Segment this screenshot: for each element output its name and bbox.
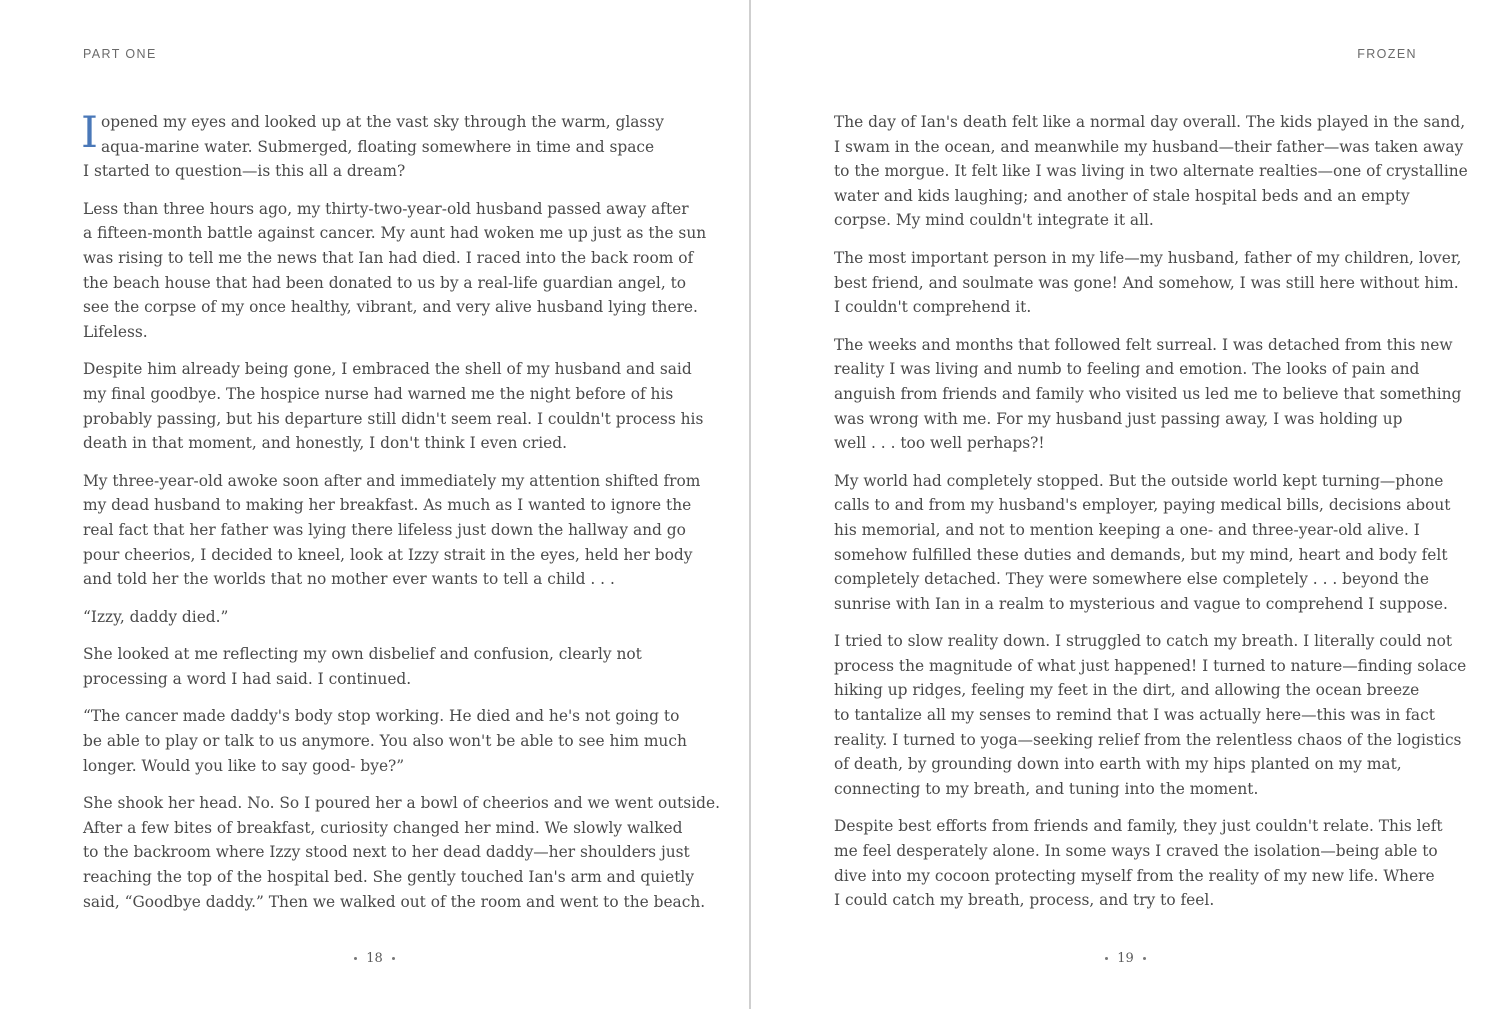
paragraph: [83, 357, 704, 455]
text-line: reality I was living and numb to feeling and emotion. The looks of pain and: [834, 360, 1420, 379]
folio-dot: [392, 957, 395, 960]
text-line: anguish from friends and family who visited us led me to believe that something: [834, 384, 1462, 403]
text-line: probably passing, but his departure still didn't seem real. I couldn't process his: [83, 409, 704, 428]
text-line: Despite best efforts from friends and family, they just couldn't relate. This left: [834, 817, 1443, 836]
text-line: water and kids laughing; and another of stale hospital beds and an empty: [834, 186, 1410, 205]
paragraph: [83, 197, 707, 345]
text-line: to tantalize all my senses to remind that I was actually here—this was in fact: [834, 706, 1435, 725]
text-line: see the corpse of my once healthy, vibrant, and very alive husband lying there.: [83, 298, 698, 317]
text-line: the beach house that had been donated to us by a real-life guardian angel, to: [83, 273, 687, 292]
running-head-left: PART ONE: [83, 47, 157, 61]
page-number-right-value: 19: [1117, 951, 1134, 966]
folio-dot: [1143, 957, 1146, 960]
text-line: of death, by grounding down into earth with my hips planted on my mat,: [834, 755, 1402, 774]
text-line: his memorial, and not to mention keeping a one- and three-year-old alive. I: [834, 520, 1420, 539]
text-line: I could catch my breath, process, and try to feel.: [834, 891, 1215, 910]
paragraph: [83, 791, 720, 914]
text-line: She looked at me reflecting my own disbelief and confusion, clearly not: [83, 645, 642, 664]
text-line: was wrong with me. For my husband just passing away, I was holding up: [834, 409, 1403, 428]
text-line: best friend, and soulmate was gone! And somehow, I was still here without him.: [834, 273, 1459, 292]
paragraph: [834, 246, 1462, 320]
right-page: [751, 0, 1500, 1009]
folio-dot: [1105, 957, 1108, 960]
text-line: reality. I turned to yoga—seeking relief from the relentless chaos of the logistics: [834, 730, 1462, 749]
text-line: pour cheerios, I decided to kneel, look at Izzy strait in the eyes, held her body: [83, 545, 693, 564]
text-line: said, “Goodbye daddy.” Then we walked out of the room and went to the beach.: [83, 892, 706, 911]
text-line: Less than three hours ago, my thirty-two-year-old husband passed away after: [83, 199, 689, 218]
text-line: The day of Ian's death felt like a normal day overall. The kids played in the sand,: [834, 113, 1466, 131]
folio-dot: [354, 957, 357, 960]
left-page-body: [81, 108, 720, 927]
text-line: to the morgue. It felt like I was living in two alternate realties—one of crystalline: [834, 162, 1468, 181]
running-head-right: FROZEN: [1357, 47, 1417, 61]
paragraph: [83, 110, 663, 184]
text-line: opened my eyes and looked up at the vast sky through the warm, glassy: [101, 113, 664, 131]
text-line: well . . . too well perhaps?!: [834, 434, 1045, 453]
text-line: a fifteen-month battle against cancer. My aunt had woken me up just as the sun: [83, 224, 707, 243]
text-line: and told her the worlds that no mother ever wants to tell a child . . .: [83, 570, 615, 589]
text-line: aqua-marine water. Submerged, floating somewhere in time and space: [101, 137, 655, 156]
text-line: dive into my cocoon protecting myself from the reality of my new life. Where: [834, 866, 1435, 885]
text-line: my final goodbye. The hospice nurse had warned me the night before of his: [83, 384, 674, 403]
text-line: After a few bites of breakfast, curiosity changed her mind. We slowly walked: [83, 818, 683, 837]
text-line: sunrise with Ian in a realm to mysterious and vague to comprehend I suppose.: [834, 594, 1448, 613]
page-number-right: [751, 951, 1500, 966]
text-line: connecting to my breath, and tuning into the moment.: [834, 779, 1259, 798]
paragraph: [83, 642, 663, 691]
text-line: I swam in the ocean, and meanwhile my husband—their father—was taken away: [834, 137, 1464, 156]
text-line: Lifeless.: [83, 322, 148, 341]
text-line: I couldn't comprehend it.: [834, 298, 1032, 317]
paragraph: [83, 605, 663, 630]
text-line: process the magnitude of what just happened! I turned to nature—finding solace: [834, 656, 1467, 675]
text-line: Despite him already being gone, I embraced the shell of my husband and said: [83, 360, 692, 379]
paragraph: [834, 110, 1468, 233]
text-line: hiking up ridges, feeling my feet in the dirt, and allowing the ocean breeze: [834, 681, 1420, 700]
paragraph: [834, 469, 1451, 617]
text-line: death in that moment, and honestly, I don't think I even cried.: [83, 434, 568, 453]
left-page: [0, 0, 749, 1009]
page-number-left: [0, 951, 749, 966]
paragraph: [834, 333, 1462, 456]
text-line: calls to and from my husband's employer, paying medical bills, decisions about: [834, 496, 1451, 515]
paragraph: [834, 814, 1443, 912]
text-line: My three-year-old awoke soon after and immediately my attention shifted from: [83, 471, 701, 490]
text-line: The weeks and months that followed felt surreal. I was detached from this new: [834, 335, 1453, 354]
text-line: longer. Would you like to say good- bye?”: [83, 756, 405, 775]
text-line: be able to play or talk to us anymore. You also won't be able to see him much: [83, 732, 687, 751]
text-line: I started to question—is this all a dream?: [83, 162, 406, 181]
right-page-body: [834, 110, 1468, 926]
text-line: me feel desperately alone. In some ways I craved the isolation—being able to: [834, 842, 1438, 861]
paragraph: [83, 469, 701, 592]
text-line: The most important person in my life—my husband, father of my children, lover,: [834, 248, 1462, 267]
text-line: real fact that her father was lying there lifeless just down the hallway and go: [83, 520, 686, 539]
text-line: I tried to slow reality down. I struggled to catch my breath. I literally could not: [834, 632, 1453, 651]
text-line: “The cancer made daddy's body stop working. He died and he's not going to: [83, 707, 680, 726]
text-line: corpse. My mind couldn't integrate it all.: [834, 211, 1154, 230]
page-number-left-value: 18: [366, 951, 383, 966]
text-line: “Izzy, daddy died.”: [83, 607, 229, 626]
text-line: to the backroom where Izzy stood next to her dead daddy—her shoulders just: [83, 843, 690, 862]
text-line: She shook her head. No. So I poured her a bowl of cheerios and we went outside.: [83, 794, 720, 813]
text-line: My world had completely stopped. But the outside world kept turning—phone: [834, 471, 1444, 490]
text-line: processing a word I had said. I continued.: [83, 669, 412, 688]
text-line: somehow fulfilled these duties and demands, but my mind, heart and body felt: [834, 545, 1448, 564]
paragraph: [83, 704, 687, 778]
text-line: was rising to tell me the news that Ian had died. I raced into the back room of: [83, 248, 694, 267]
paragraph: [834, 629, 1467, 801]
text-line: completely detached. They were somewhere else completely . . . beyond the: [834, 570, 1429, 589]
drop-cap: I: [81, 108, 98, 158]
text-line: my dead husband to making her breakfast. As much as I wanted to ignore the: [83, 496, 692, 515]
text-line: reaching the top of the hospital bed. She gently touched Ian's arm and quietly: [83, 868, 695, 887]
